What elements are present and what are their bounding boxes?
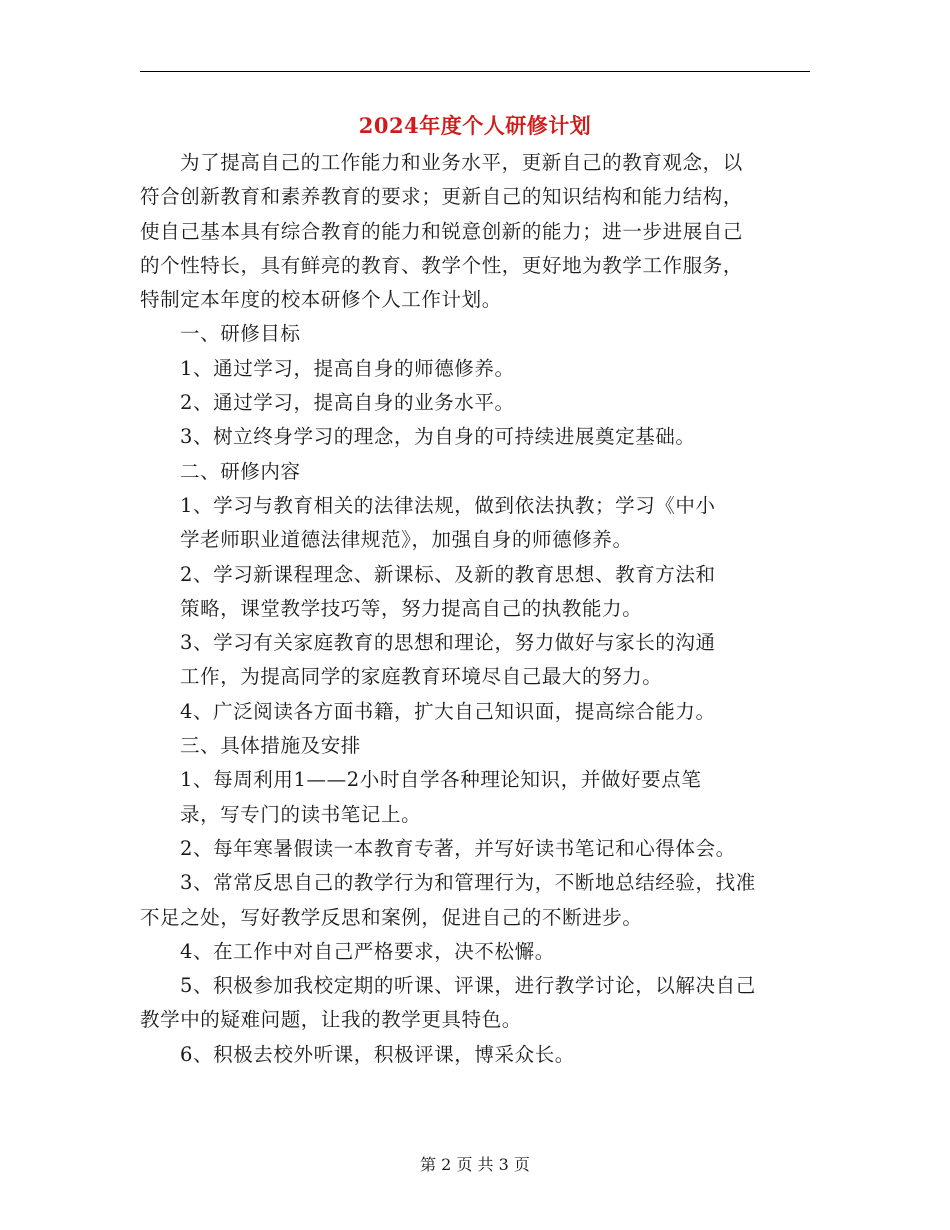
list-item: 1、学习与教育相关的法律法规，做到依法执教；学习《中小 — [180, 493, 716, 517]
list-item: 2、学习新课程理念、新课标、及新的教育思想、教育方法和 — [180, 562, 716, 586]
list-item: 4、在工作中对自己严格要求，决不松懈。 — [180, 939, 555, 963]
intro-line: 使自己基本具有综合教育的能力和锐意创新的能力；进一步进展自己 — [140, 219, 744, 243]
list-item: 3、常常反思自己的教学行为和管理行为，不断地总结经验，找准 — [180, 871, 756, 895]
document-body — [140, 146, 810, 1072]
intro-line: 为了提高自己的工作能力和业务水平，更新自己的教育观念，以 — [180, 151, 743, 174]
list-item: 3、学习有关家庭教育的思想和理论，努力做好与家长的沟通 — [180, 631, 716, 655]
list-item: 3、树立终身学习的理念，为自身的可持续进展奠定基础。 — [180, 425, 696, 449]
section-heading: 三、具体措施及安排 — [180, 734, 361, 758]
list-item: 4、广泛阅读各方面书籍，扩大自己知识面，提高综合能力。 — [180, 699, 716, 723]
list-item-continuation: 工作，为提高同学的家庭教育环境尽自己最大的努力。 — [180, 665, 663, 689]
section-heading: 二、研修内容 — [180, 459, 301, 483]
list-item: 1、每周利用1——2小时自学各种理论知识，并做好要点笔 — [180, 768, 702, 792]
header-rule — [140, 71, 810, 72]
list-item: 6、积极去校外听课，积极评课，博采众长。 — [180, 1042, 575, 1066]
intro-line: 的个性特长，具有鲜亮的教育、教学个性，更好地为教学工作服务， — [140, 253, 744, 277]
list-item-continuation: 教学中的疑难问题，让我的教学更具特色。 — [140, 1008, 522, 1032]
list-item: 1、通过学习，提高自身的师德修养。 — [180, 356, 515, 380]
intro-line: 符合创新教育和素养教育的要求；更新自己的知识结构和能力结构， — [140, 185, 744, 209]
list-item: 2、每年寒暑假读一本教育专著，并写好读书笔记和心得体会。 — [180, 836, 736, 860]
intro-line: 特制定本年度的校本研修个人工作计划。 — [140, 288, 502, 312]
list-item: 2、通过学习，提高自身的业务水平。 — [180, 391, 515, 415]
list-item: 5、积极参加我校定期的听课、评课，进行教学讨论，以解决自己 — [180, 974, 756, 998]
list-item-continuation: 策略，课堂教学技巧等，努力提高自己的执教能力。 — [180, 596, 643, 620]
page-number-footer: 第 2 页 共 3 页 — [420, 1155, 530, 1174]
list-item-continuation: 不足之处，写好教学反思和案例，促进自己的不断进步。 — [140, 905, 643, 929]
list-item-continuation: 学老师职业道德法律规范》，加强自身的师德修养。 — [180, 528, 633, 552]
list-item-continuation: 录，写专门的读书笔记上。 — [180, 802, 422, 826]
document-title: 2024年度个人研修计划 — [358, 113, 592, 138]
section-heading: 一、研修目标 — [180, 322, 301, 346]
